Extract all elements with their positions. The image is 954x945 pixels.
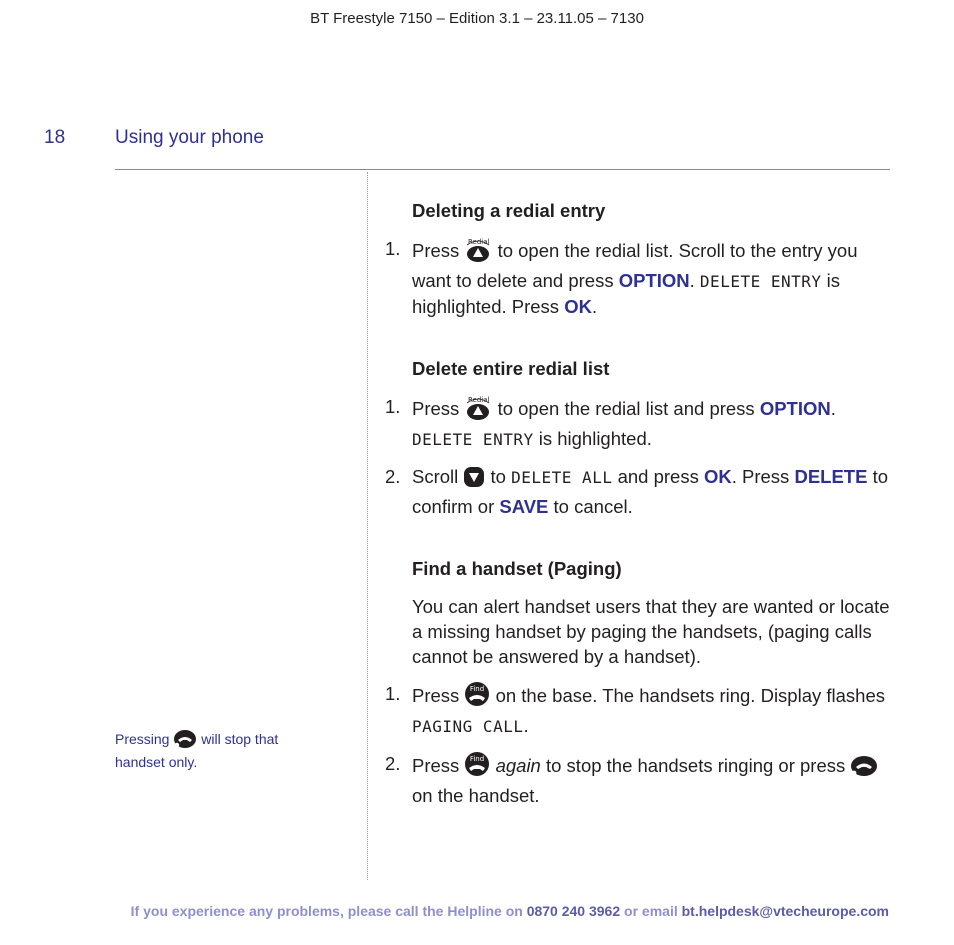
redial-icon-label: Redial (468, 396, 490, 404)
find-handset-icon (464, 681, 490, 713)
sidenote (115, 729, 315, 771)
heading-paging: Find a handset (Paging) (412, 558, 622, 579)
end-call-icon (173, 729, 197, 753)
column-divider (367, 172, 368, 880)
step-text: and press (617, 466, 699, 487)
step-text: on the base. The handsets ring. Display flashes (495, 685, 885, 706)
redial-up-icon (464, 394, 492, 426)
step-text: to stop the handsets ringing or press (545, 755, 846, 776)
ok-key-label: OK (564, 296, 592, 317)
redial-up-icon (464, 236, 492, 268)
step-number: 2. (385, 466, 401, 487)
paging-step-2 (385, 751, 895, 808)
option-key-label: OPTION (618, 270, 690, 291)
save-key-label: SAVE (499, 496, 549, 517)
footer-text: If you experience any problems, please call the Helpline on (130, 903, 523, 919)
step-text: to (490, 466, 506, 487)
display-text: DELETE ENTRY (412, 430, 534, 449)
step-text: to open the redial list and press (497, 398, 755, 419)
display-text: DELETE ALL (511, 468, 613, 487)
footer-text: or email (624, 903, 678, 919)
step-text: Press (412, 685, 460, 706)
page-number: 18 (44, 127, 66, 148)
delete-entry-step-1 (385, 236, 895, 319)
find-icon-label: Find (470, 755, 485, 763)
sidenote-text-before: Pressing (115, 731, 170, 747)
step-text: is highlighted. (538, 428, 652, 449)
display-text: DELETE ENTRY (699, 272, 822, 291)
sidenote-text-after: will stop that handset only. (115, 731, 279, 770)
step-text: to open the redial list. Scroll to the entry you want to delete and press (412, 240, 858, 291)
heading-delete-list: Delete entire redial list (412, 358, 610, 379)
step-text: Press (412, 398, 460, 419)
option-key-label: OPTION (759, 398, 831, 419)
step-text: to confirm or (412, 466, 889, 517)
step-number: 1. (385, 683, 401, 704)
delete-list-step-1 (385, 394, 895, 452)
main-content (385, 198, 895, 808)
step-text: . (689, 270, 695, 291)
step-text: is highlighted. Press (412, 270, 841, 317)
redial-icon-label: Redial (468, 238, 490, 246)
display-text: PAGING CALL (412, 717, 524, 736)
find-icon-label: Find (470, 685, 485, 693)
step-number: 1. (385, 238, 401, 259)
heading-delete-entry: Deleting a redial entry (412, 200, 606, 221)
step-text: . (591, 296, 598, 317)
step-text: Press (412, 755, 460, 776)
emphasis-again: again (495, 755, 541, 776)
document-info-header: BT Freestyle 7150 – Edition 3.1 – 23.11.05 – 7130 (310, 10, 644, 27)
step-text: on the handset. (412, 785, 540, 806)
step-number: 1. (385, 396, 401, 417)
scroll-down-icon (463, 466, 485, 494)
paging-intro: You can alert handset users that they are wanted or locate a missing handset by paging the handsets, (paging calls cannot be answered by a handset). (412, 596, 890, 667)
helpline-phone: 0870 240 3962 (526, 903, 621, 919)
step-text: . Press (731, 466, 790, 487)
step-text: Scroll (412, 466, 459, 487)
paging-step-1 (385, 681, 895, 739)
section-title: Using your phone (115, 127, 264, 148)
helpline-footer (0, 903, 889, 919)
end-call-icon (850, 755, 878, 783)
step-number: 2. (385, 753, 401, 774)
find-handset-icon (464, 751, 490, 783)
ok-key-label: OK (703, 466, 732, 487)
step-text: . (523, 715, 529, 736)
step-text: . (830, 398, 836, 419)
step-text: Press (412, 240, 460, 261)
delete-key-label: DELETE (794, 466, 868, 487)
step-text: to cancel. (553, 496, 633, 517)
delete-list-step-2 (385, 464, 895, 519)
helpdesk-email: bt.helpdesk@vtecheurope.com (681, 903, 889, 919)
header-divider (115, 169, 890, 170)
